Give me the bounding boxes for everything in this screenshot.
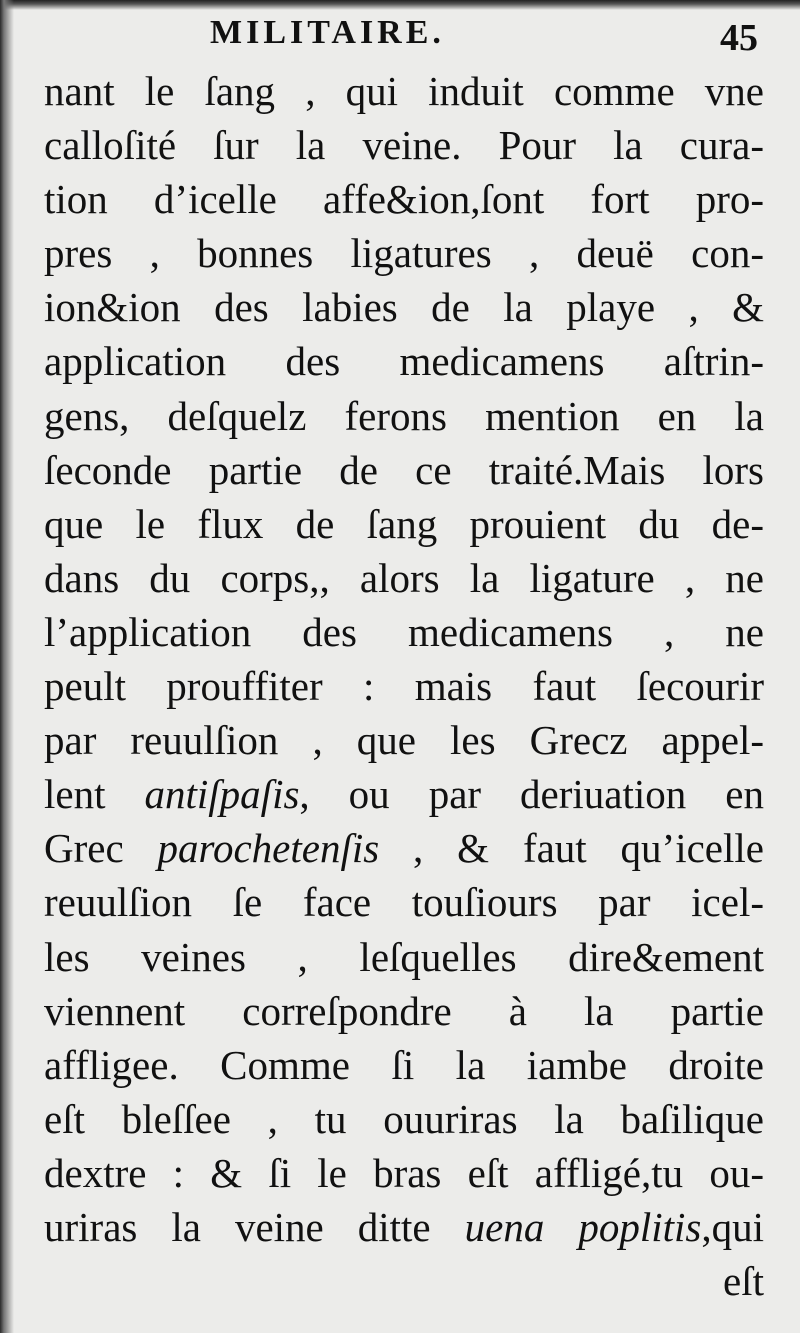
- page-gutter-shadow: [0, 0, 14, 1333]
- text-line: gens, deſquelz ferons mention en la: [44, 392, 764, 439]
- text-line: les veines , leſquelles dire&ement: [44, 933, 764, 980]
- italic-term: uena poplitis: [464, 1203, 702, 1250]
- italic-term: parochetenſis: [157, 825, 380, 872]
- text-line: l’application des medicamens , ne: [44, 608, 764, 655]
- text-line: pres , bonnes ligatures , deuë con-: [44, 230, 764, 277]
- text-line: eſt bleſſee , tu ouuriras la baſilique: [44, 1095, 764, 1142]
- text-line: lent antiſpaſis, ou par deriuation en: [44, 771, 764, 818]
- text-line: application des medicamens aſtrin-: [44, 338, 764, 385]
- text-line: ſeconde partie de ce traité.Mais lors: [44, 446, 764, 493]
- text-line: que le flux de ſang prouient du de-: [44, 500, 764, 547]
- page-top-edge-shadow: [0, 0, 800, 10]
- text-line: ion&ion des labies de la playe , &: [44, 284, 764, 331]
- text-line: viennent correſpondre à la partie: [44, 987, 764, 1034]
- italic-term: antiſpaſis: [144, 771, 300, 818]
- text-line: peult prouffiter : mais faut ſecourir: [44, 663, 764, 710]
- body-text: [44, 64, 764, 1308]
- text-line: Grec parochetenſis , & faut qu’icelle: [44, 825, 764, 872]
- page-number: 45: [720, 17, 758, 59]
- catchword: eſt: [723, 1258, 764, 1305]
- running-title: MILITAIRE.: [210, 14, 445, 51]
- text-line: reuulſion ſe face touſiours par icel-: [44, 879, 764, 926]
- text-line: dans du corps,, alors la ligature , ne: [44, 554, 764, 601]
- text-line: tion d’icelle affe&ion,ſont fort pro-: [44, 176, 764, 223]
- text-line: dextre : & ſi le bras eſt affligé,tu ou-: [44, 1149, 764, 1196]
- text-line: nant le ſang , qui induit comme vne: [44, 68, 764, 114]
- text-line: uriras la veine ditte uena poplitis,qui: [44, 1203, 764, 1250]
- text-line: affligee. Comme ſi la iambe droite: [44, 1041, 764, 1088]
- text-line: par reuulſion , que les Grecz appel-: [44, 717, 764, 764]
- text-line: calloſité ſur la veine. Pour la cura-: [44, 122, 764, 169]
